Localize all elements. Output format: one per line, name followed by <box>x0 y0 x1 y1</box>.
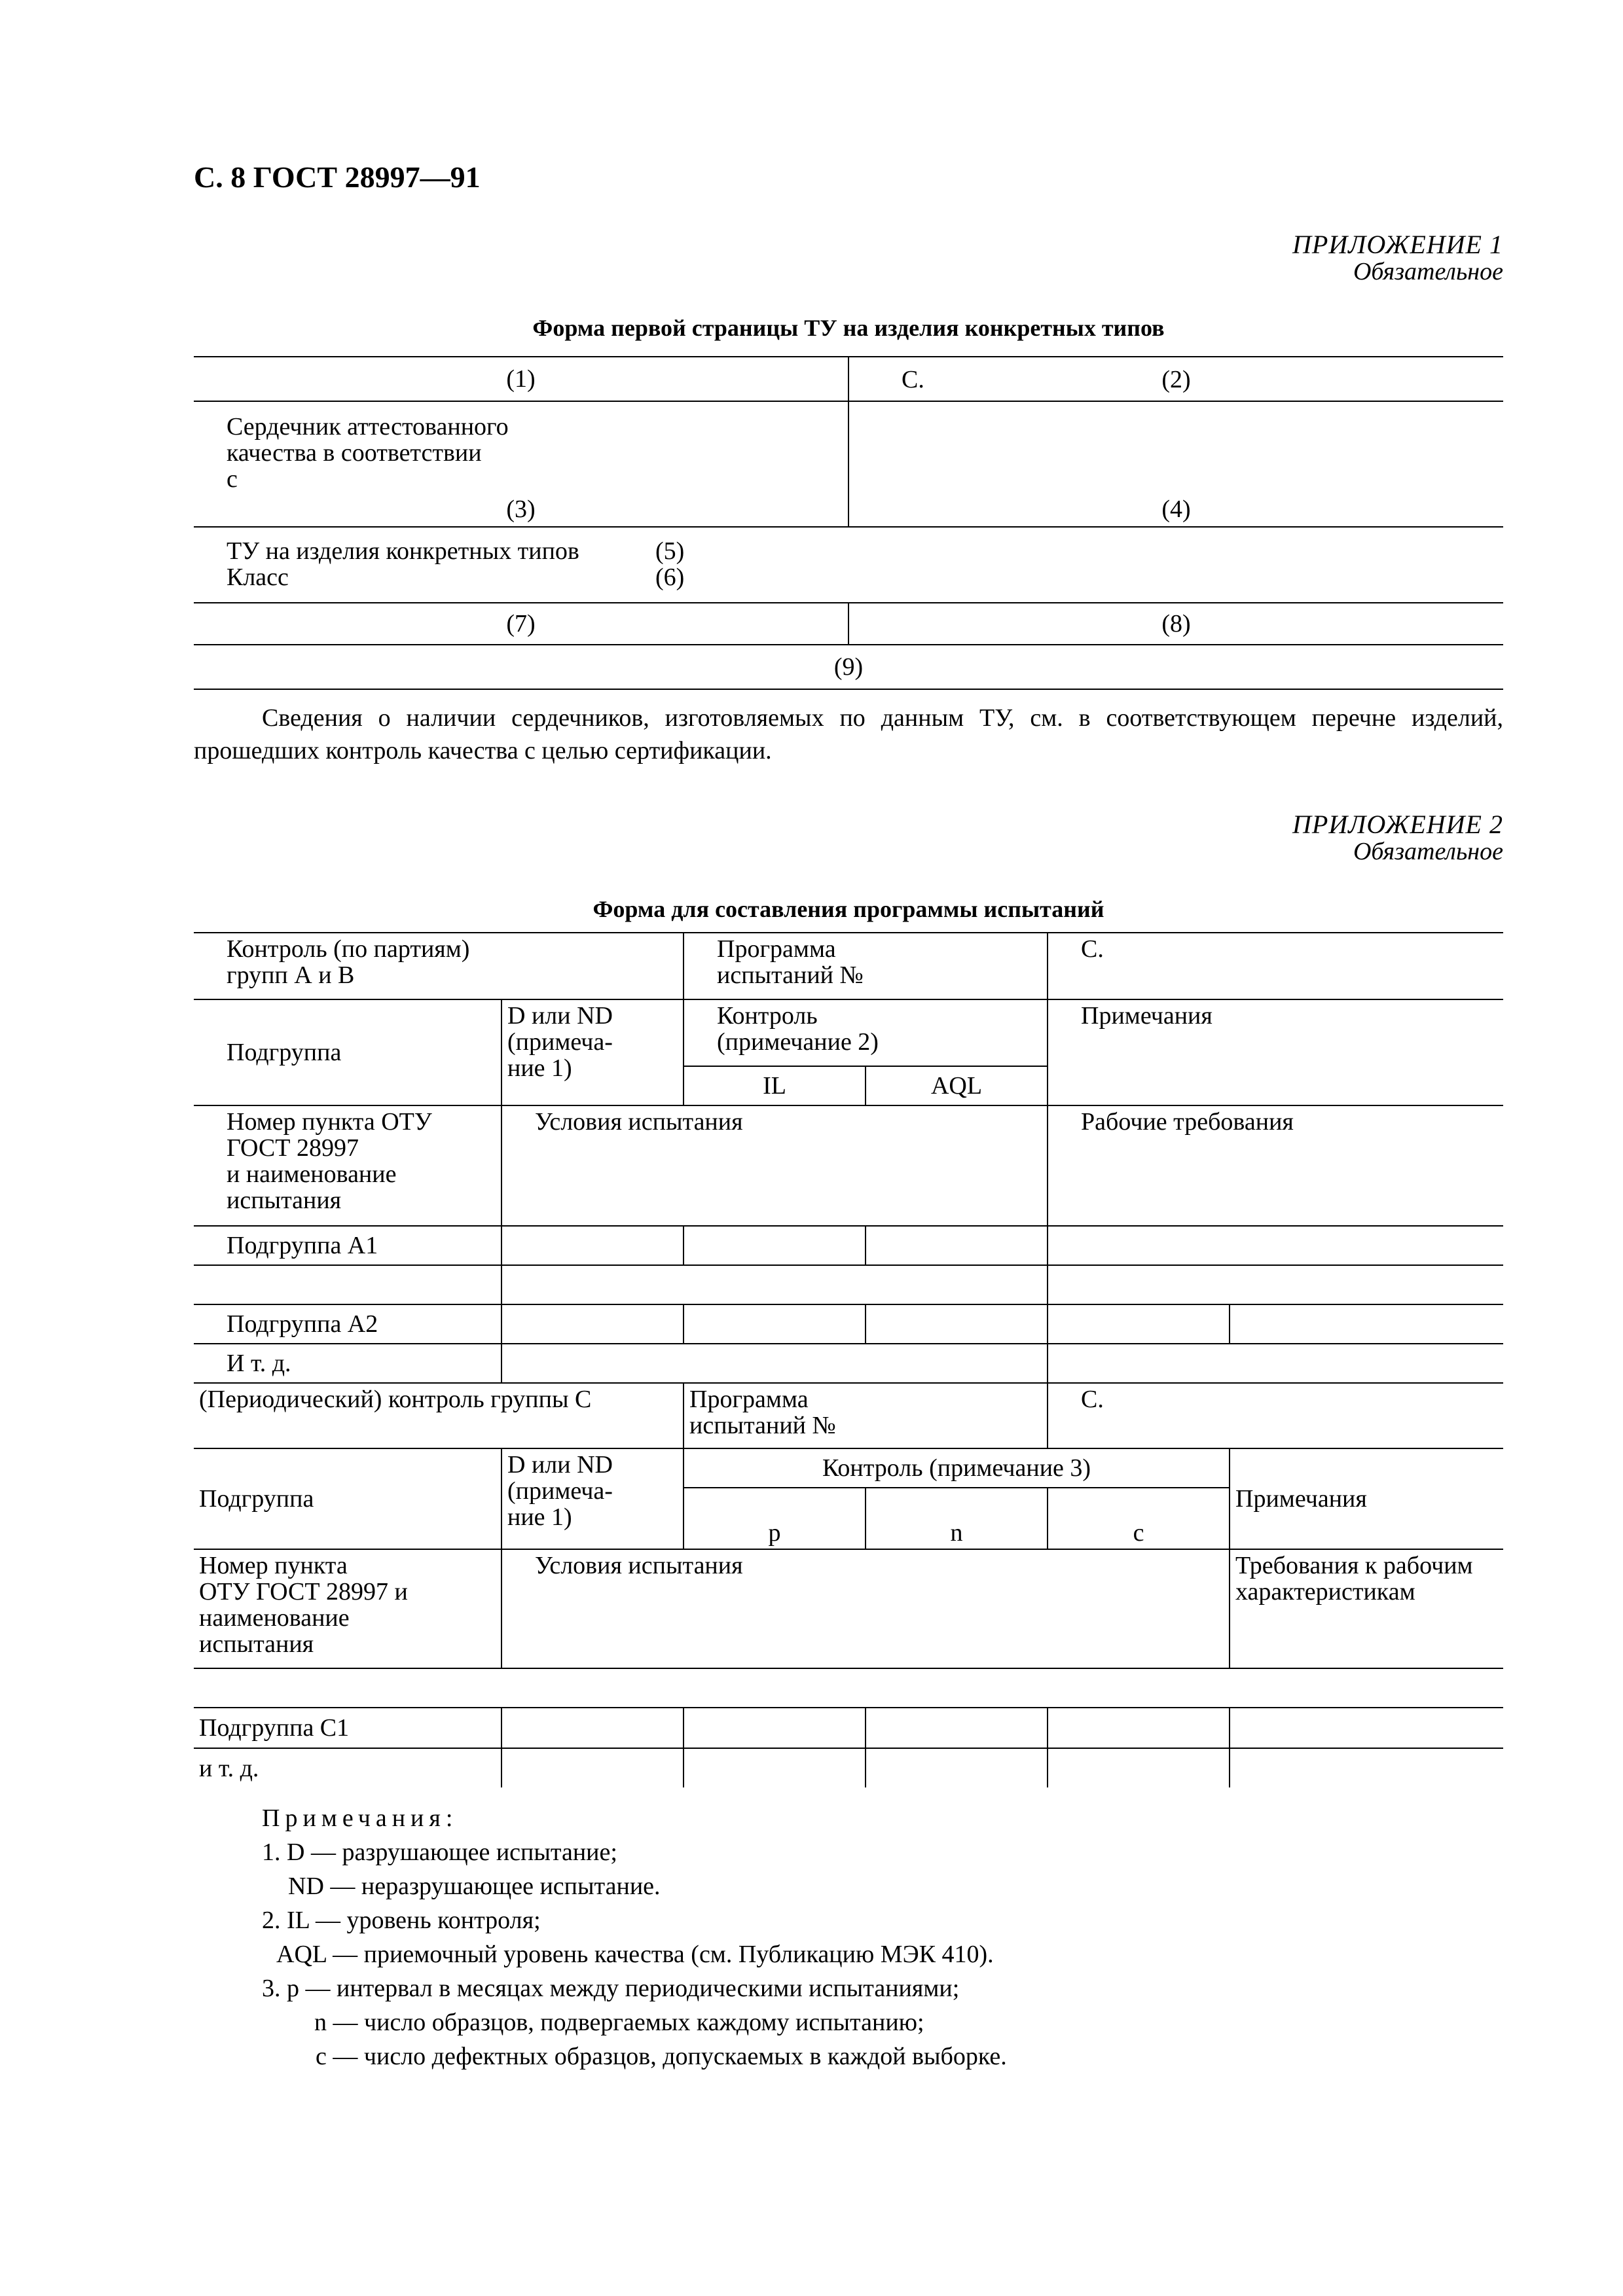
cell-podgruppa-a1: Подгруппа А1 <box>194 1226 501 1265</box>
dnd-c-line-1: D или ND <box>507 1451 613 1479</box>
form-1-cell-5-6 <box>194 527 1503 603</box>
kontrol-note2-line-2: (примечание 2) <box>717 1028 879 1056</box>
form-1-table <box>194 356 1503 690</box>
cell-empty <box>684 1748 866 1787</box>
note-1b: ND — неразрушающее испытание. <box>288 1873 661 1900</box>
cell-kontrol-note3: Контроль (примечание 3) <box>684 1448 1230 1488</box>
cell-empty <box>684 1708 866 1748</box>
cell-kontrol-note2 <box>684 999 1048 1066</box>
dnd-c-line-2: (примеча- <box>507 1477 613 1505</box>
cell-usloviya: Условия испытания <box>501 1105 1048 1226</box>
cell-podgruppa-a2: Подгруппа А2 <box>194 1304 501 1344</box>
programma-line-2: испытаний № <box>717 961 864 989</box>
trebovaniya-line-2: характеристикам <box>1235 1578 1415 1605</box>
cell-aql: AQL <box>866 1066 1048 1105</box>
dnd-c-line-3: ние 1) <box>507 1503 572 1531</box>
cell-empty <box>866 1226 1048 1265</box>
cell-empty <box>1230 1708 1503 1748</box>
form-1-cell-8: (8) <box>848 603 1503 645</box>
dnd-line-1: D или ND <box>507 1002 613 1030</box>
cell-empty <box>1048 1265 1503 1304</box>
cell-dnd <box>501 999 684 1105</box>
form-1-cell-7: (7) <box>194 603 848 645</box>
form-1-page-mark: С. <box>902 366 924 393</box>
cell-empty <box>194 1265 501 1304</box>
form-1-text-line-3: с <box>227 465 238 493</box>
page-header: С. 8 ГОСТ 28997—91 <box>194 160 481 194</box>
note-2b: AQL — приемочный уровень качества (см. Публикацию МЭК 410). <box>276 1941 994 1968</box>
note-3a: 3. p — интервал в месяцах между периодическими испытаниями; <box>262 1975 960 2002</box>
note-2a: 2. IL — уровень контроля; <box>262 1907 541 1934</box>
nomer-line-2: ГОСТ 28997 <box>227 1134 359 1162</box>
cell-empty <box>684 1304 866 1344</box>
programma-c-line-1: Программа <box>689 1386 809 1413</box>
kontrol-ab-line-1: Контроль (по партиям) <box>227 935 470 963</box>
programma-c-line-2: испытаний № <box>689 1412 836 1439</box>
nomer-c-line-4: испытания <box>199 1630 314 1658</box>
cell-empty <box>684 1226 866 1265</box>
nomer-c-line-3: наименование <box>199 1604 350 1632</box>
nomer-line-3: и наименование <box>227 1160 397 1188</box>
form-1-tu-label: ТУ на изделия конкретных типов <box>227 537 579 565</box>
form-1-class-label: Класс <box>227 564 289 591</box>
cell-primechaniya: Примечания <box>1048 999 1503 1105</box>
cell-kontrol-ab <box>194 933 684 999</box>
dnd-line-2: (примеча- <box>507 1028 613 1056</box>
cell-p: p <box>684 1488 866 1549</box>
appendix-1-title: ПРИЛОЖЕНИЕ 1 <box>1292 230 1503 259</box>
cell-empty <box>1230 1748 1503 1787</box>
cell-empty <box>501 1344 1048 1383</box>
cell-podgruppa-c: Подгруппа <box>194 1448 501 1549</box>
cell-empty <box>866 1304 1048 1344</box>
cell-empty <box>1230 1304 1503 1344</box>
form-2-title: Форма для составления программы испытаний <box>593 896 1104 922</box>
cell-programma-c <box>684 1383 1048 1448</box>
form-1-cell-3 <box>194 401 848 527</box>
notes-heading: Примечания: <box>262 1804 458 1832</box>
cell-primechaniya-c: Примечания <box>1230 1448 1503 1549</box>
cell-empty <box>501 1748 684 1787</box>
cell-page-c: С. <box>1048 1383 1503 1448</box>
appendix-1-status: Обязательное <box>1353 258 1503 286</box>
cell-rabochie: Рабочие требования <box>1048 1105 1503 1226</box>
cell-nomer-c <box>194 1549 501 1668</box>
cell-empty <box>501 1265 1048 1304</box>
programma-line-1: Программа <box>717 935 836 963</box>
paragraph-info: Сведения о наличии сердечников, изготовляемых по данным ТУ, см. в соответствующем перечне изделий, прошедших контроль качества с целью сертификации. <box>194 704 1503 764</box>
cell-empty <box>501 1708 684 1748</box>
cell-empty <box>866 1708 1048 1748</box>
cell-page: С. <box>1048 933 1503 999</box>
cell-trebovaniya <box>1230 1549 1503 1668</box>
cell-podgruppa: Подгруппа <box>194 999 501 1105</box>
appendix-2-title: ПРИЛОЖЕНИЕ 2 <box>1292 810 1503 839</box>
cell-programma <box>684 933 1048 999</box>
form-1-number-3: (3) <box>506 495 536 523</box>
form-1-cell-4 <box>848 401 1503 527</box>
cell-empty <box>501 1226 684 1265</box>
form-1-text-line-1: Сердечник аттестованного <box>227 413 509 440</box>
cell-il: IL <box>684 1066 866 1105</box>
cell-kontrol-c: (Периодический) контроль группы С <box>194 1383 684 1448</box>
cell-n: n <box>866 1488 1048 1549</box>
form-1-number-4: (4) <box>1161 495 1191 523</box>
cell-empty <box>866 1748 1048 1787</box>
cell-nomer <box>194 1105 501 1226</box>
appendix-2-status: Обязательное <box>1353 838 1503 866</box>
kontrol-ab-line-2: групп А и В <box>227 961 355 989</box>
nomer-line-4: испытания <box>227 1187 342 1214</box>
cell-empty <box>1048 1344 1503 1383</box>
cell-empty <box>1048 1226 1503 1265</box>
form-1-cell-2 <box>848 357 1503 401</box>
form-1-cell-1: (1) <box>194 357 848 401</box>
form-1-number-2: (2) <box>1161 366 1191 393</box>
cell-dnd-c <box>501 1448 684 1549</box>
form-1-text-line-2: качества в соответствии <box>227 439 482 467</box>
note-1a: 1. D — разрушающее испытание; <box>262 1839 617 1866</box>
nomer-c-line-1: Номер пункта <box>199 1552 348 1579</box>
form-1-number-6: (6) <box>655 564 685 591</box>
nomer-c-line-2: ОТУ ГОСТ 28997 и <box>199 1578 408 1605</box>
cell-c: c <box>1048 1488 1230 1549</box>
appendix-2-label <box>1292 810 1503 865</box>
cell-usloviya-c: Условия испытания <box>501 1549 1230 1668</box>
form-2-table <box>194 932 1503 1787</box>
note-3c: c — число дефектных образцов, допускаемых в каждой выборке. <box>316 2043 1007 2070</box>
cell-empty-row <box>194 1668 1503 1708</box>
cell-empty <box>501 1304 684 1344</box>
cell-itd-a: И т. д. <box>194 1344 501 1383</box>
form-1-cell-9: (9) <box>194 645 1503 689</box>
cell-empty <box>1048 1304 1230 1344</box>
notes-block <box>262 1801 1007 2073</box>
cell-empty <box>1048 1748 1230 1787</box>
appendix-1-label <box>1292 230 1503 285</box>
kontrol-note2-line-1: Контроль <box>717 1002 818 1030</box>
dnd-line-3: ние 1) <box>507 1054 572 1082</box>
cell-podgruppa-c1: Подгруппа С1 <box>194 1708 501 1748</box>
cell-itd-c: и т. д. <box>194 1748 501 1787</box>
nomer-line-1: Номер пункта ОТУ <box>227 1108 432 1136</box>
trebovaniya-line-1: Требования к рабочим <box>1235 1552 1473 1579</box>
note-3b: n — число образцов, подвергаемых каждому испытанию; <box>314 2009 924 2036</box>
form-1-number-5: (5) <box>655 537 685 565</box>
cell-empty <box>1048 1708 1230 1748</box>
form-1-title: Форма первой страницы ТУ на изделия конкретных типов <box>532 315 1165 341</box>
